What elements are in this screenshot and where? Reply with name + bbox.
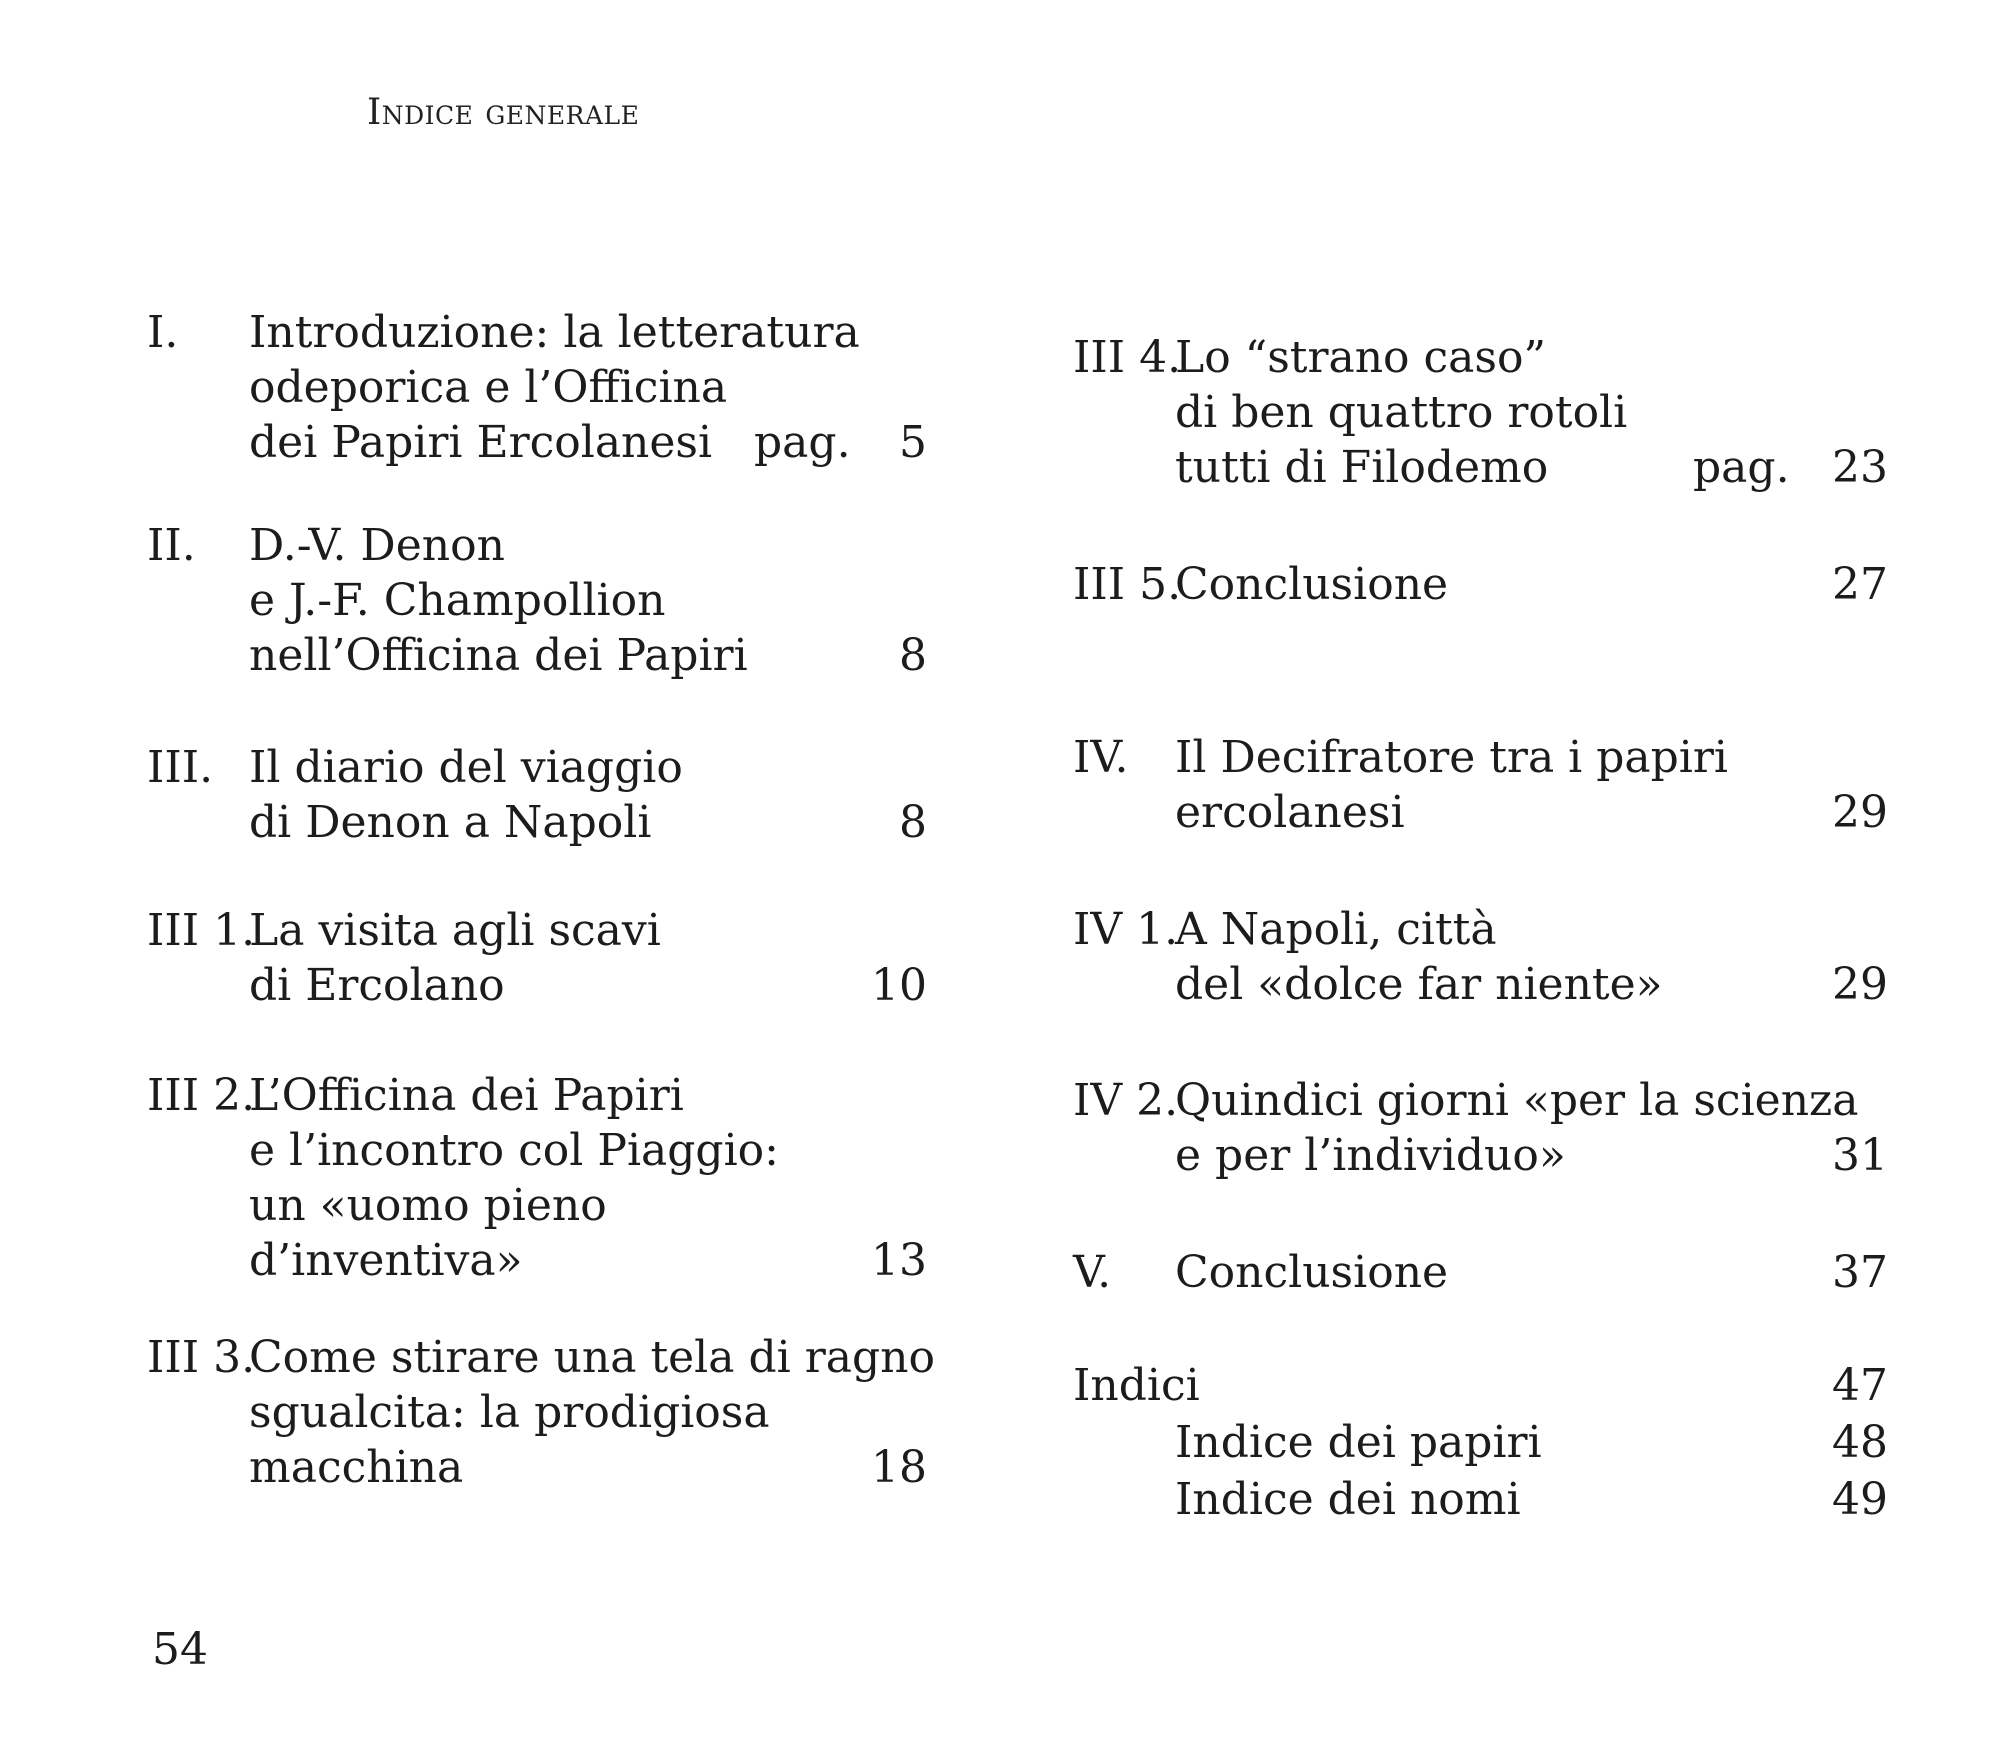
toc-entry-title-line: A Napoli, città: [1175, 904, 1497, 955]
toc-entry-title-line: Indice dei nomi: [1175, 1474, 1521, 1525]
toc-entry-number: IV 2.: [1073, 1075, 1179, 1126]
toc-entry-title: [249, 518, 748, 683]
toc-entry-title: [249, 740, 683, 850]
toc-entry-page-number: 13: [871, 1235, 927, 1286]
toc-entry-number: III 5.: [1073, 559, 1182, 610]
toc-entry-page-number: 29: [1832, 959, 1888, 1010]
pag-label: pag.: [1693, 442, 1790, 493]
toc-entry-title-line: un «uomo pieno: [249, 1180, 607, 1231]
toc-entry-title-line: D.-V. Denon: [249, 520, 505, 571]
toc-entry-title-line: ercolanesi: [1175, 787, 1405, 838]
toc-entry-number: II.: [147, 520, 196, 571]
toc-entry-number: III 4.: [1073, 332, 1182, 383]
toc-entry-title-line: dei Papiri Ercolanesi: [249, 417, 713, 468]
toc-entry-title: [249, 1330, 935, 1495]
toc-entry-title-line: Quindici giorni «per la scienza: [1175, 1075, 1859, 1126]
toc-entry-number: IV 1.: [1073, 904, 1179, 955]
toc-entry-title: [1175, 730, 1728, 840]
toc-entry-page-number: 27: [1832, 559, 1888, 610]
toc-entry-title-line: di Denon a Napoli: [249, 797, 652, 848]
toc-entry-title: [1175, 902, 1663, 1012]
toc-entry-title-line: d’inventiva»: [249, 1235, 523, 1286]
toc-entry-title-line: Lo “strano caso”: [1175, 332, 1546, 383]
toc-entry-title-line: nell’Officina dei Papiri: [249, 630, 748, 681]
toc-entry-number: III 1.: [147, 905, 256, 956]
page-number: 54: [152, 1624, 208, 1675]
toc-entry-page-number: 18: [871, 1442, 927, 1493]
toc-entry-title: [1175, 557, 1448, 612]
toc-entry-page-number: 8: [899, 630, 927, 681]
toc-entry-number: I.: [147, 307, 179, 358]
toc-entry-title-line: tutti di Filodemo: [1175, 442, 1549, 493]
toc-entry-page-number: 5: [899, 417, 927, 468]
toc-entry-title-line: Indice dei papiri: [1175, 1417, 1542, 1468]
toc-entry-title-line: L’Officina dei Papiri: [249, 1070, 684, 1121]
toc-entry-number: V.: [1073, 1247, 1112, 1298]
toc-entry-title-line: e per l’individuo»: [1175, 1130, 1566, 1181]
toc-entry-page-number: 47: [1832, 1360, 1888, 1411]
toc-entry-page-number: 29: [1832, 787, 1888, 838]
toc-entry-title-line: di Ercolano: [249, 960, 505, 1011]
toc-entry-number: III.: [147, 742, 214, 793]
toc-entry-page-number: 37: [1832, 1247, 1888, 1298]
toc-entry-title-line: sgualcita: la prodigiosa: [249, 1387, 770, 1438]
toc-entry-title: [1175, 1415, 1542, 1470]
toc-entry-number: IV.: [1073, 732, 1129, 783]
pag-label: pag.: [754, 417, 851, 468]
toc-entry-title-line: macchina: [249, 1442, 464, 1493]
toc-entry-page-number: 48: [1832, 1417, 1888, 1468]
toc-entry-title: [249, 903, 661, 1013]
toc-entry-title-line: Introduzione: la letteratura: [249, 307, 860, 358]
toc-entry-title-line: odeporica e l’Officina: [249, 362, 728, 413]
toc-entry-title-line: del «dolce far niente»: [1175, 959, 1663, 1010]
toc-entry-title-line: Come stirare una tela di ragno: [249, 1332, 935, 1383]
toc-entry-page-number: 23: [1832, 442, 1888, 493]
toc-entry-title-line: Conclusione: [1175, 1247, 1449, 1298]
toc-entry-title-line: Il Decifratore tra i papiri: [1175, 732, 1728, 783]
toc-entry-page-number: 31: [1832, 1130, 1888, 1181]
toc-entry-page-number: 49: [1832, 1474, 1888, 1525]
toc-entry-title: [1175, 330, 1627, 495]
toc-entry-title-line: e l’incontro col Piaggio:: [249, 1125, 779, 1176]
toc-entry-title: [249, 1068, 779, 1288]
toc-entry-number: III 3.: [147, 1332, 256, 1383]
toc-entry-page-number: 8: [899, 797, 927, 848]
toc-entry-title-line: Conclusione: [1175, 559, 1449, 610]
running-header: Indice generale: [367, 92, 640, 133]
toc-entry-title: [1175, 1245, 1448, 1300]
toc-entry-title: [1175, 1472, 1521, 1527]
toc-entry-title-line: Il diario del viaggio: [249, 742, 683, 793]
toc-entry-title: [1175, 1073, 1858, 1183]
toc-entry-number: Indici: [1073, 1360, 1200, 1411]
toc-entry-title-line: e J.-F. Champollion: [249, 575, 666, 626]
toc-entry-page-number: 10: [871, 960, 927, 1011]
toc-entry-number: III 2.: [147, 1070, 256, 1121]
toc-entry-title-line: di ben quattro rotoli: [1175, 387, 1628, 438]
toc-entry-title-line: La visita agli scavi: [249, 905, 661, 956]
